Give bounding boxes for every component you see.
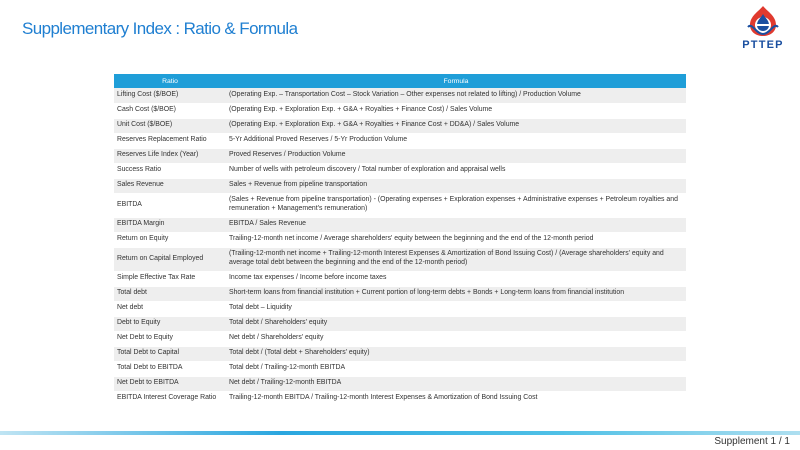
ratio-cell: Simple Effective Tax Rate bbox=[114, 271, 226, 286]
table-row bbox=[114, 286, 686, 301]
formula-cell: Sales + Revenue from pipeline transportation bbox=[226, 178, 686, 193]
ratio-cell: Debt to Equity bbox=[114, 316, 226, 331]
table-row bbox=[114, 361, 686, 376]
formula-cell: (Operating Exp. + Exploration Exp. + G&A + Royalties + Finance Cost + DD&A) / Sales Volume bbox=[226, 118, 686, 133]
formula-cell: Trailing-12-month EBITDA / Trailing-12-month Interest Expenses & Amortization of Bond Issuing Cost bbox=[226, 391, 686, 406]
table-row bbox=[114, 88, 686, 103]
page-number: Supplement 1 / 1 bbox=[714, 436, 790, 447]
table-row bbox=[114, 301, 686, 316]
table-row bbox=[114, 247, 686, 271]
formula-cell: 5-Yr Additional Proved Reserves / 5-Yr Production Volume bbox=[226, 133, 686, 148]
table-row bbox=[114, 331, 686, 346]
table-row bbox=[114, 232, 686, 247]
formula-cell: Proved Reserves / Production Volume bbox=[226, 148, 686, 163]
formula-cell: Total debt – Liquidity bbox=[226, 301, 686, 316]
column-header-ratio: Ratio bbox=[114, 74, 226, 88]
formula-cell: Total debt / Shareholders' equity bbox=[226, 316, 686, 331]
ratio-cell: Return on Equity bbox=[114, 232, 226, 247]
ratio-cell: EBITDA Margin bbox=[114, 217, 226, 232]
ratio-cell: Net Debt to EBITDA bbox=[114, 376, 226, 391]
table-row bbox=[114, 316, 686, 331]
table-row bbox=[114, 193, 686, 217]
formula-cell: Number of wells with petroleum discovery / Total number of exploration and appraisal wells bbox=[226, 163, 686, 178]
ratio-cell: Cash Cost ($/BOE) bbox=[114, 103, 226, 118]
ratio-cell: Lifting Cost ($/BOE) bbox=[114, 88, 226, 103]
ratio-cell: Net debt bbox=[114, 301, 226, 316]
table-header-row bbox=[114, 74, 686, 88]
formula-cell: Short-term loans from financial institution + Current portion of long-term debts + Bonds + Long-term loans from financial institution bbox=[226, 286, 686, 301]
ratio-cell: Reserves Life Index (Year) bbox=[114, 148, 226, 163]
table-row bbox=[114, 103, 686, 118]
formula-cell: Trailing-12-month net income / Average shareholders' equity between the beginning and the end of the 12-month period bbox=[226, 232, 686, 247]
table-row bbox=[114, 346, 686, 361]
logo-text: PTTEP bbox=[742, 39, 784, 51]
ratio-cell: EBITDA bbox=[114, 193, 226, 217]
ratio-cell: Return on Capital Employed bbox=[114, 247, 226, 271]
table-row bbox=[114, 391, 686, 406]
pttep-logo bbox=[730, 4, 796, 52]
table-row bbox=[114, 217, 686, 232]
pttep-emblem-icon bbox=[746, 4, 780, 38]
table-row bbox=[114, 271, 686, 286]
ratio-cell: Reserves Replacement Ratio bbox=[114, 133, 226, 148]
column-header-formula: Formula bbox=[226, 74, 686, 88]
formula-cell: (Operating Exp. – Transportation Cost – Stock Variation – Other expenses not related to lifting) / Production Volume bbox=[226, 88, 686, 103]
ratio-cell: Sales Revenue bbox=[114, 178, 226, 193]
formula-cell: Net debt / Trailing-12-month EBITDA bbox=[226, 376, 686, 391]
ratio-cell: Total Debt to Capital bbox=[114, 346, 226, 361]
ratio-formula-table bbox=[114, 74, 686, 407]
ratio-cell: Total Debt to EBITDA bbox=[114, 361, 226, 376]
ratio-cell: Net Debt to Equity bbox=[114, 331, 226, 346]
table-row bbox=[114, 163, 686, 178]
formula-cell: Income tax expenses / Income before income taxes bbox=[226, 271, 686, 286]
table-row bbox=[114, 148, 686, 163]
formula-cell: Total debt / Trailing-12-month EBITDA bbox=[226, 361, 686, 376]
formula-cell: EBITDA / Sales Revenue bbox=[226, 217, 686, 232]
footer-divider bbox=[0, 431, 800, 435]
formula-cell: (Operating Exp. + Exploration Exp. + G&A + Royalties + Finance Cost) / Sales Volume bbox=[226, 103, 686, 118]
ratio-cell: Total debt bbox=[114, 286, 226, 301]
formula-cell: Net debt / Shareholders' equity bbox=[226, 331, 686, 346]
formula-cell: (Trailing-12-month net income + Trailing-12-month Interest Expenses & Amortization of Bond Issuing Cost) / (Average shareholders' equity and average total debt between the beginning and the end of the 12-month period) bbox=[226, 247, 686, 271]
table-row bbox=[114, 133, 686, 148]
ratio-cell: Success Ratio bbox=[114, 163, 226, 178]
ratio-cell: Unit Cost ($/BOE) bbox=[114, 118, 226, 133]
ratio-cell: EBITDA Interest Coverage Ratio bbox=[114, 391, 226, 406]
table-row bbox=[114, 118, 686, 133]
formula-cell: (Sales + Revenue from pipeline transportation) - (Operating expenses + Exploration expenses + Administrative expenses + Petroleum royalties and remuneration + Management's remuneration) bbox=[226, 193, 686, 217]
table-row bbox=[114, 178, 686, 193]
page-title: Supplementary Index : Ratio & Formula bbox=[22, 19, 298, 38]
table-row bbox=[114, 376, 686, 391]
formula-cell: Total debt / (Total debt + Shareholders' equity) bbox=[226, 346, 686, 361]
